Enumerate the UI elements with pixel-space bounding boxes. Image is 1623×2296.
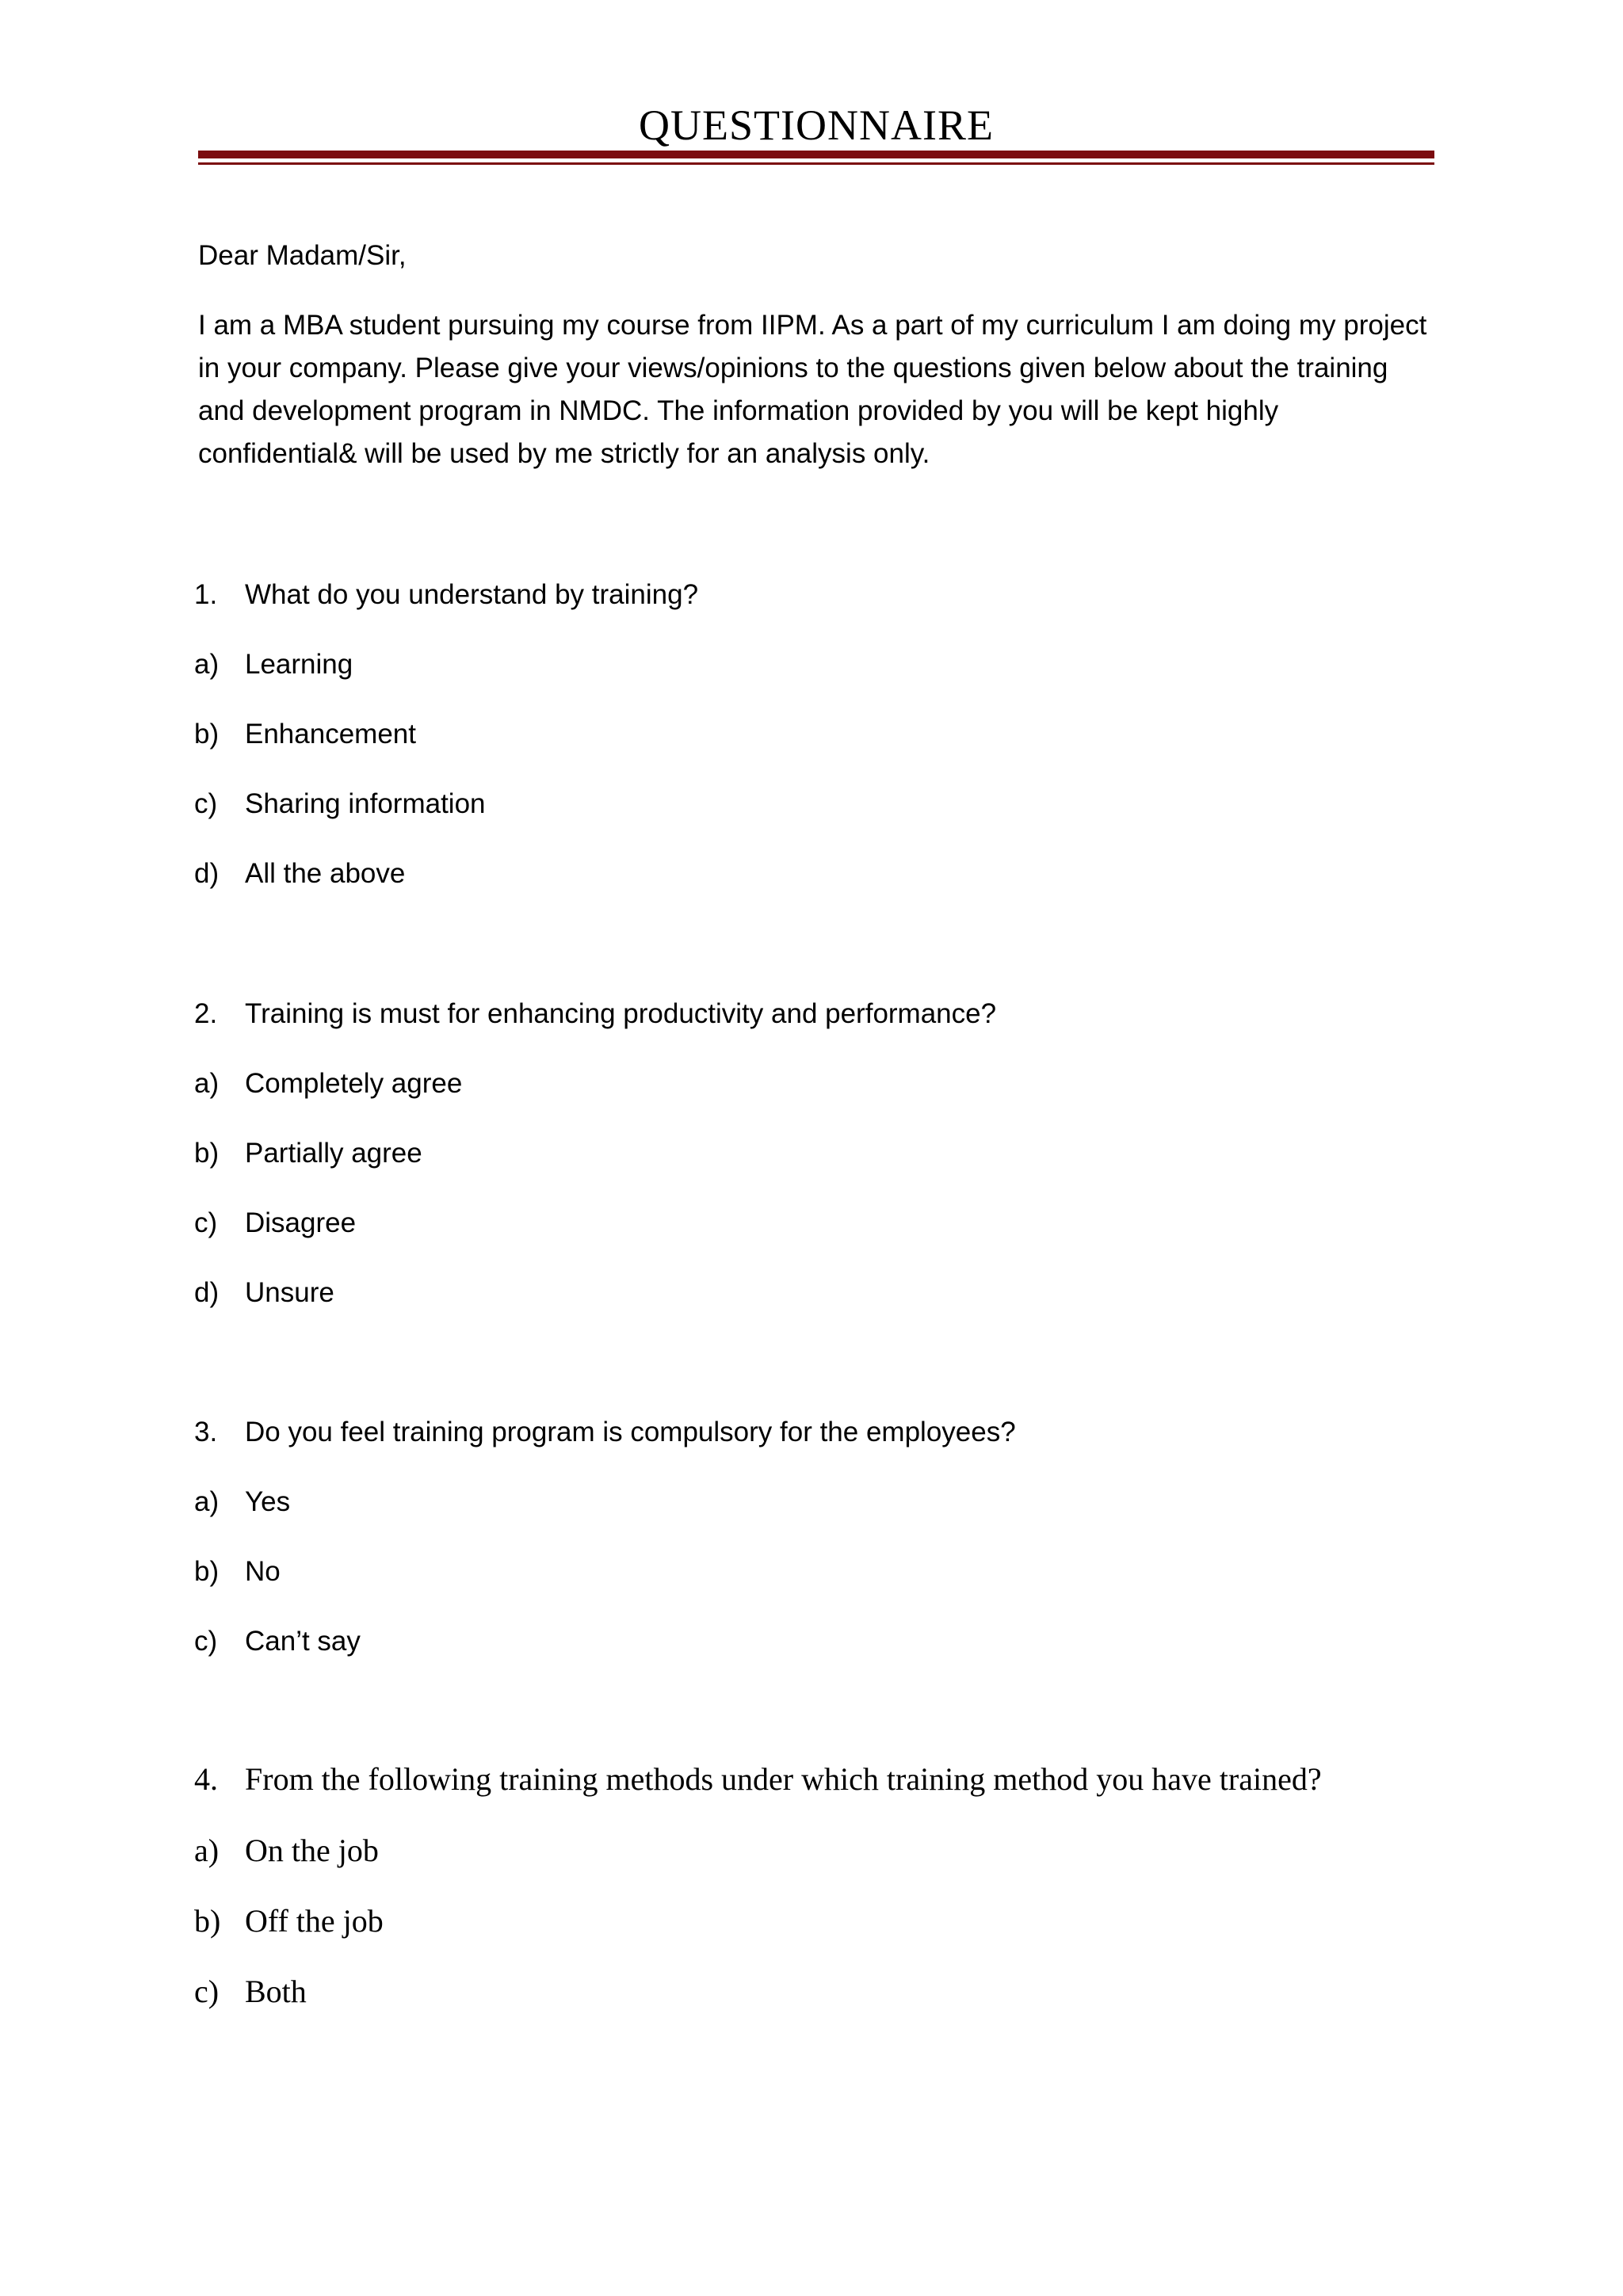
option-1d <box>194 852 405 895</box>
intro-paragraph: I am a MBA student pursuing my course from IIPM. As a part of my curriculum I am doing my project in your company. Please give your views/opinions to the questions given below about the training and development program in NMDC. The information provided by you will be kept highly confidential& will be used by me strictly for an analysis only. <box>198 310 1427 469</box>
question-text: Do you feel training program is compulsory for the employees? <box>245 1417 1016 1447</box>
option-2c <box>194 1202 356 1245</box>
option-marker: d) <box>194 1277 220 1308</box>
title-underline-thick <box>198 151 1434 158</box>
option-marker: a) <box>194 1486 220 1517</box>
option-4b <box>194 1900 384 1943</box>
option-marker: a) <box>194 649 220 680</box>
question-number: 2. <box>194 998 218 1029</box>
option-marker: c) <box>194 788 218 819</box>
option-1b <box>194 713 416 756</box>
option-marker: c) <box>194 1626 218 1657</box>
option-text: Enhancement <box>245 719 416 749</box>
question-2 <box>194 993 996 1035</box>
option-marker: c) <box>194 1974 220 2009</box>
option-text: Completely agree <box>245 1068 463 1099</box>
option-text: All the above <box>245 858 406 889</box>
option-text: On the job <box>245 1833 379 1868</box>
option-2d <box>194 1272 334 1314</box>
option-4c <box>194 1970 307 2013</box>
question-number: 4. <box>194 1761 218 1797</box>
question-text: What do you understand by training? <box>245 579 699 610</box>
question-number: 1. <box>194 579 218 610</box>
option-marker: a) <box>194 1833 220 1868</box>
question-text: From the following training methods under which training method you have trained? <box>245 1761 1322 1797</box>
option-4a <box>194 1829 379 1872</box>
option-marker: b) <box>194 1903 221 1939</box>
option-3a <box>194 1481 290 1524</box>
option-text: Unsure <box>245 1277 334 1308</box>
option-text: No <box>245 1556 281 1587</box>
option-marker: b) <box>194 1138 220 1169</box>
option-marker: a) <box>194 1068 220 1099</box>
question-number: 3. <box>194 1417 218 1447</box>
option-text: Both <box>245 1974 307 2009</box>
question-1 <box>194 574 698 616</box>
option-3c <box>194 1620 361 1663</box>
option-marker: b) <box>194 719 220 749</box>
option-text: Sharing information <box>245 788 486 819</box>
option-2a <box>194 1062 462 1105</box>
option-marker: b) <box>194 1556 220 1587</box>
question-3 <box>194 1411 1016 1454</box>
option-text: Disagree <box>245 1207 357 1238</box>
option-text: Off the job <box>245 1903 384 1939</box>
question-text: Training is must for enhancing productivity and performance? <box>245 998 997 1029</box>
option-1c <box>194 783 486 826</box>
title-underline-thin <box>198 162 1434 165</box>
page-title: QUESTIONNAIRE <box>639 101 994 149</box>
option-2b <box>194 1132 422 1175</box>
option-text: Can’t say <box>245 1626 361 1657</box>
question-4 <box>194 1758 1322 1801</box>
salutation: Dear Madam/Sir, <box>198 240 407 271</box>
option-1a <box>194 643 353 686</box>
option-text: Yes <box>245 1486 291 1517</box>
option-marker: d) <box>194 858 220 889</box>
option-text: Learning <box>245 649 353 680</box>
option-text: Partially agree <box>245 1138 422 1169</box>
option-3b <box>194 1550 281 1593</box>
option-marker: c) <box>194 1207 218 1238</box>
